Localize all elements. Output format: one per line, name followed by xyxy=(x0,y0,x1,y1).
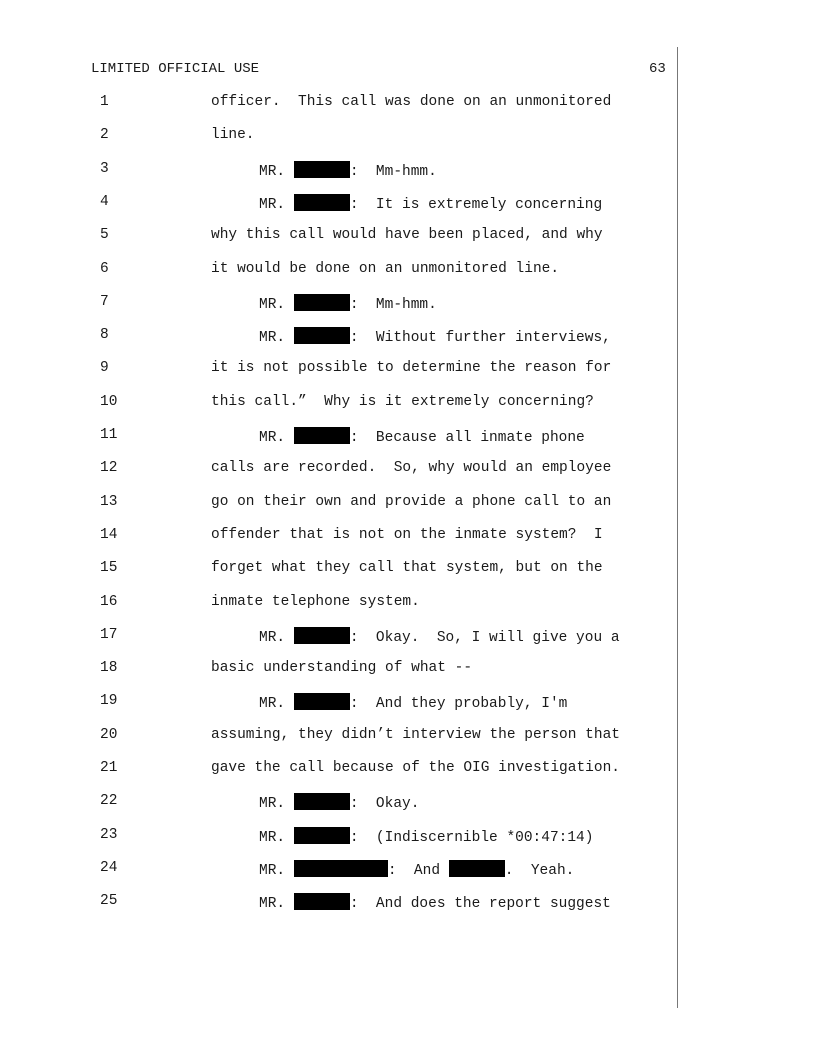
line-text: it is not possible to determine the reason for xyxy=(211,360,612,377)
transcript-line xyxy=(0,294,816,316)
redaction-box xyxy=(294,793,350,810)
speaker-prefix: MR. xyxy=(259,163,294,180)
speaker-prefix: MR. xyxy=(259,896,294,913)
page-number: 63 xyxy=(649,61,666,77)
redaction-box xyxy=(294,693,350,710)
line-text: offender that is not on the inmate system? I xyxy=(211,526,603,543)
redaction-box xyxy=(294,327,350,344)
redaction-box xyxy=(294,893,350,910)
speaker-text: : Mm-hmm. xyxy=(349,296,437,313)
line-number: 23 xyxy=(100,826,118,843)
line-number: 12 xyxy=(100,460,118,477)
speaker-mid-text: : And xyxy=(387,862,449,879)
line-number: 8 xyxy=(100,327,109,344)
line-number: 6 xyxy=(100,260,109,277)
line-text xyxy=(259,693,567,712)
line-number: 7 xyxy=(100,293,109,310)
speaker-prefix: MR. xyxy=(259,296,294,313)
line-number: 3 xyxy=(100,160,109,177)
speaker-prefix: MR. xyxy=(259,196,294,213)
transcript-line xyxy=(0,693,816,715)
speaker-prefix: MR. xyxy=(259,629,294,646)
speaker-prefix: MR. xyxy=(259,696,294,713)
transcript-line xyxy=(0,727,816,749)
line-number: 16 xyxy=(100,593,118,610)
transcript-line xyxy=(0,660,816,682)
line-text: this call.” Why is it extremely concerning? xyxy=(211,393,594,410)
redaction-box xyxy=(449,860,505,877)
line-number: 11 xyxy=(100,427,118,443)
speaker-prefix: MR. xyxy=(259,829,294,846)
line-text xyxy=(259,893,611,912)
speaker-text: : Without further interviews, xyxy=(349,330,611,347)
line-text xyxy=(259,194,602,213)
page-header-label: LIMITED OFFICIAL USE xyxy=(91,61,260,77)
transcript-line xyxy=(0,161,816,183)
speaker-prefix: MR. xyxy=(259,796,294,813)
line-number: 18 xyxy=(100,660,118,677)
line-number: 14 xyxy=(100,526,118,543)
speaker-text: : Okay. So, I will give you a xyxy=(349,629,620,646)
line-text: it would be done on an unmonitored line. xyxy=(211,260,560,277)
line-text xyxy=(259,793,419,812)
transcript-line xyxy=(0,760,816,782)
line-text xyxy=(259,627,620,646)
speaker-prefix: MR. xyxy=(259,862,294,879)
transcript-line xyxy=(0,427,816,449)
line-number: 4 xyxy=(100,193,109,210)
redaction-box xyxy=(294,194,350,211)
transcript-line xyxy=(0,793,816,815)
line-number: 21 xyxy=(100,760,118,776)
line-number: 25 xyxy=(100,893,118,910)
line-number: 5 xyxy=(100,227,109,244)
speaker-text: : Because all inmate phone xyxy=(349,430,585,446)
speaker-text: : Okay. xyxy=(349,796,420,813)
transcript-line xyxy=(0,360,816,382)
line-text: calls are recorded. So, why would an employee xyxy=(211,460,612,477)
line-text: forget what they call that system, but on the xyxy=(211,560,603,577)
transcript-line xyxy=(0,527,816,549)
line-text: go on their own and provide a phone call to an xyxy=(211,493,612,510)
transcript-line xyxy=(0,627,816,649)
line-text xyxy=(259,294,437,313)
transcript-line xyxy=(0,860,816,882)
transcript-line xyxy=(0,327,816,349)
transcript-line xyxy=(0,494,816,516)
transcript-line xyxy=(0,127,816,149)
redaction-box xyxy=(294,427,350,444)
speaker-text: : It is extremely concerning xyxy=(349,196,603,213)
line-number: 13 xyxy=(100,493,118,510)
line-text: inmate telephone system. xyxy=(211,593,420,610)
line-text xyxy=(259,161,437,180)
transcript-line xyxy=(0,94,816,116)
transcript-line xyxy=(0,893,816,915)
transcript-line xyxy=(0,194,816,216)
transcript-line xyxy=(0,460,816,482)
line-number: 9 xyxy=(100,360,109,377)
redaction-box xyxy=(294,294,350,311)
line-number: 15 xyxy=(100,560,118,577)
line-text: basic understanding of what -- xyxy=(211,660,473,677)
transcript-line xyxy=(0,261,816,283)
redaction-box xyxy=(294,161,350,178)
line-number: 17 xyxy=(100,626,118,643)
line-text xyxy=(259,427,585,446)
line-text: assuming, they didn’t interview the person that xyxy=(211,726,620,743)
line-text xyxy=(259,827,593,846)
line-text: officer. This call was done on an unmonitored xyxy=(211,94,612,110)
speaker-text: : And does the report suggest xyxy=(349,896,611,913)
redaction-box xyxy=(294,860,388,877)
line-number: 2 xyxy=(100,127,109,144)
line-text: why this call would have been placed, and why xyxy=(211,227,603,244)
line-text xyxy=(259,860,574,879)
line-number: 24 xyxy=(100,859,118,876)
line-number: 10 xyxy=(100,393,118,410)
line-text: gave the call because of the OIG investigation. xyxy=(211,760,620,776)
speaker-text: : (Indiscernible *00:47:14) xyxy=(349,829,594,846)
line-text: line. xyxy=(211,127,255,144)
line-number: 22 xyxy=(100,793,118,810)
transcript-line xyxy=(0,594,816,616)
redaction-box xyxy=(294,827,350,844)
transcript-line xyxy=(0,394,816,416)
line-number: 1 xyxy=(100,94,109,110)
transcript-line xyxy=(0,227,816,249)
transcript-line xyxy=(0,560,816,582)
redaction-box xyxy=(294,627,350,644)
line-number: 19 xyxy=(100,693,118,710)
transcript-line xyxy=(0,827,816,849)
speaker-text: . Yeah. xyxy=(504,862,575,879)
line-number: 20 xyxy=(100,726,118,743)
speaker-prefix: MR. xyxy=(259,330,294,347)
speaker-text: : Mm-hmm. xyxy=(349,163,437,180)
line-text xyxy=(259,327,611,346)
speaker-prefix: MR. xyxy=(259,430,294,446)
speaker-text: : And they probably, I'm xyxy=(349,696,568,713)
